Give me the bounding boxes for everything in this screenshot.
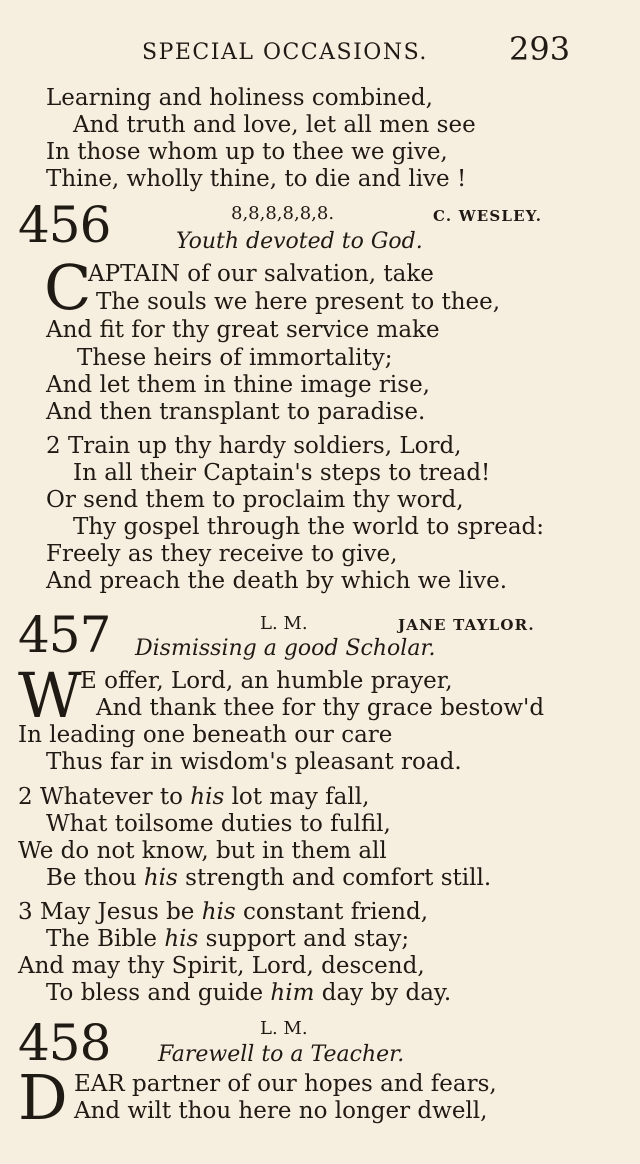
verse-line: And preach the death by which we live. <box>46 568 508 594</box>
verse-line: And may thy Spirit, Lord, descend, <box>18 953 425 979</box>
hymn-number: 457 <box>18 606 111 664</box>
hymn-meter: 8,8,8,8,8,8. <box>231 203 335 224</box>
drop-cap: W <box>18 659 82 732</box>
verse-line: Freely as they receive to give, <box>46 541 398 567</box>
verse-line: In leading one beneath our care <box>18 722 393 748</box>
verse-line: The souls we here present to thee, <box>96 289 501 315</box>
verse-line: These heirs of immortality; <box>77 345 393 371</box>
verse-line: In those whom up to thee we give, <box>46 139 448 165</box>
verse-line: In all their Captain's steps to tread! <box>73 460 491 486</box>
verse-line: And then transplant to paradise. <box>46 399 426 425</box>
drop-cap: D <box>18 1061 68 1134</box>
verse-line: What toilsome duties to fulfil, <box>46 811 391 837</box>
verse-line: EAR partner of our hopes and fears, <box>74 1071 497 1097</box>
verse-line: And thank thee for thy grace bestow'd <box>96 695 545 721</box>
hymn-meter: L. M. <box>260 613 308 634</box>
verse-line: Be thou his strength and comfort still. <box>46 865 492 891</box>
verse-line: Thy gospel through the world to spread: <box>73 514 545 540</box>
verse-line: 3 May Jesus be his constant friend, <box>18 899 429 925</box>
verse-line: The Bible his support and stay; <box>46 926 410 952</box>
verse-line: 2 Train up thy hardy soldiers, Lord, <box>46 433 462 459</box>
verse-line: Thine, wholly thine, to die and live ! <box>46 166 467 192</box>
verse-line: To bless and guide him day by day. <box>46 980 452 1006</box>
verse-line: E offer, Lord, an humble prayer, <box>80 668 453 694</box>
hymn-author: C. WESLEY. <box>433 207 543 225</box>
hymn-number: 458 <box>18 1014 111 1072</box>
hymn-subtitle: Farewell to a Teacher. <box>158 1042 405 1067</box>
verse-line: Or send them to proclaim thy word, <box>46 487 464 513</box>
verse-line: We do not know, but in them all <box>18 838 387 864</box>
hymn-subtitle: Dismissing a good Scholar. <box>135 636 436 661</box>
hymn-author: JANE TAYLOR. <box>398 616 535 634</box>
verse-line: Learning and holiness combined, <box>46 85 433 111</box>
verse-line: And wilt thou here no longer dwell, <box>74 1098 488 1124</box>
verse-line: And let them in thine image rise, <box>46 372 430 398</box>
hymn-meter: L. M. <box>260 1018 308 1039</box>
verse-line: Thus far in wisdom's pleasant road. <box>46 749 462 775</box>
verse-line: And fit for thy great service make <box>46 317 440 343</box>
hymn-subtitle: Youth devoted to God. <box>176 229 423 254</box>
verse-line: 2 Whatever to his lot may fall, <box>18 784 370 810</box>
drop-cap: C <box>44 251 92 324</box>
verse-line: APTAIN of our salvation, take <box>88 261 434 287</box>
page-number: 293 <box>509 30 571 68</box>
verse-line: And truth and love, let all men see <box>73 112 476 138</box>
hymn-number: 456 <box>18 196 111 254</box>
running-header-title: SPECIAL OCCASIONS. <box>142 40 428 65</box>
